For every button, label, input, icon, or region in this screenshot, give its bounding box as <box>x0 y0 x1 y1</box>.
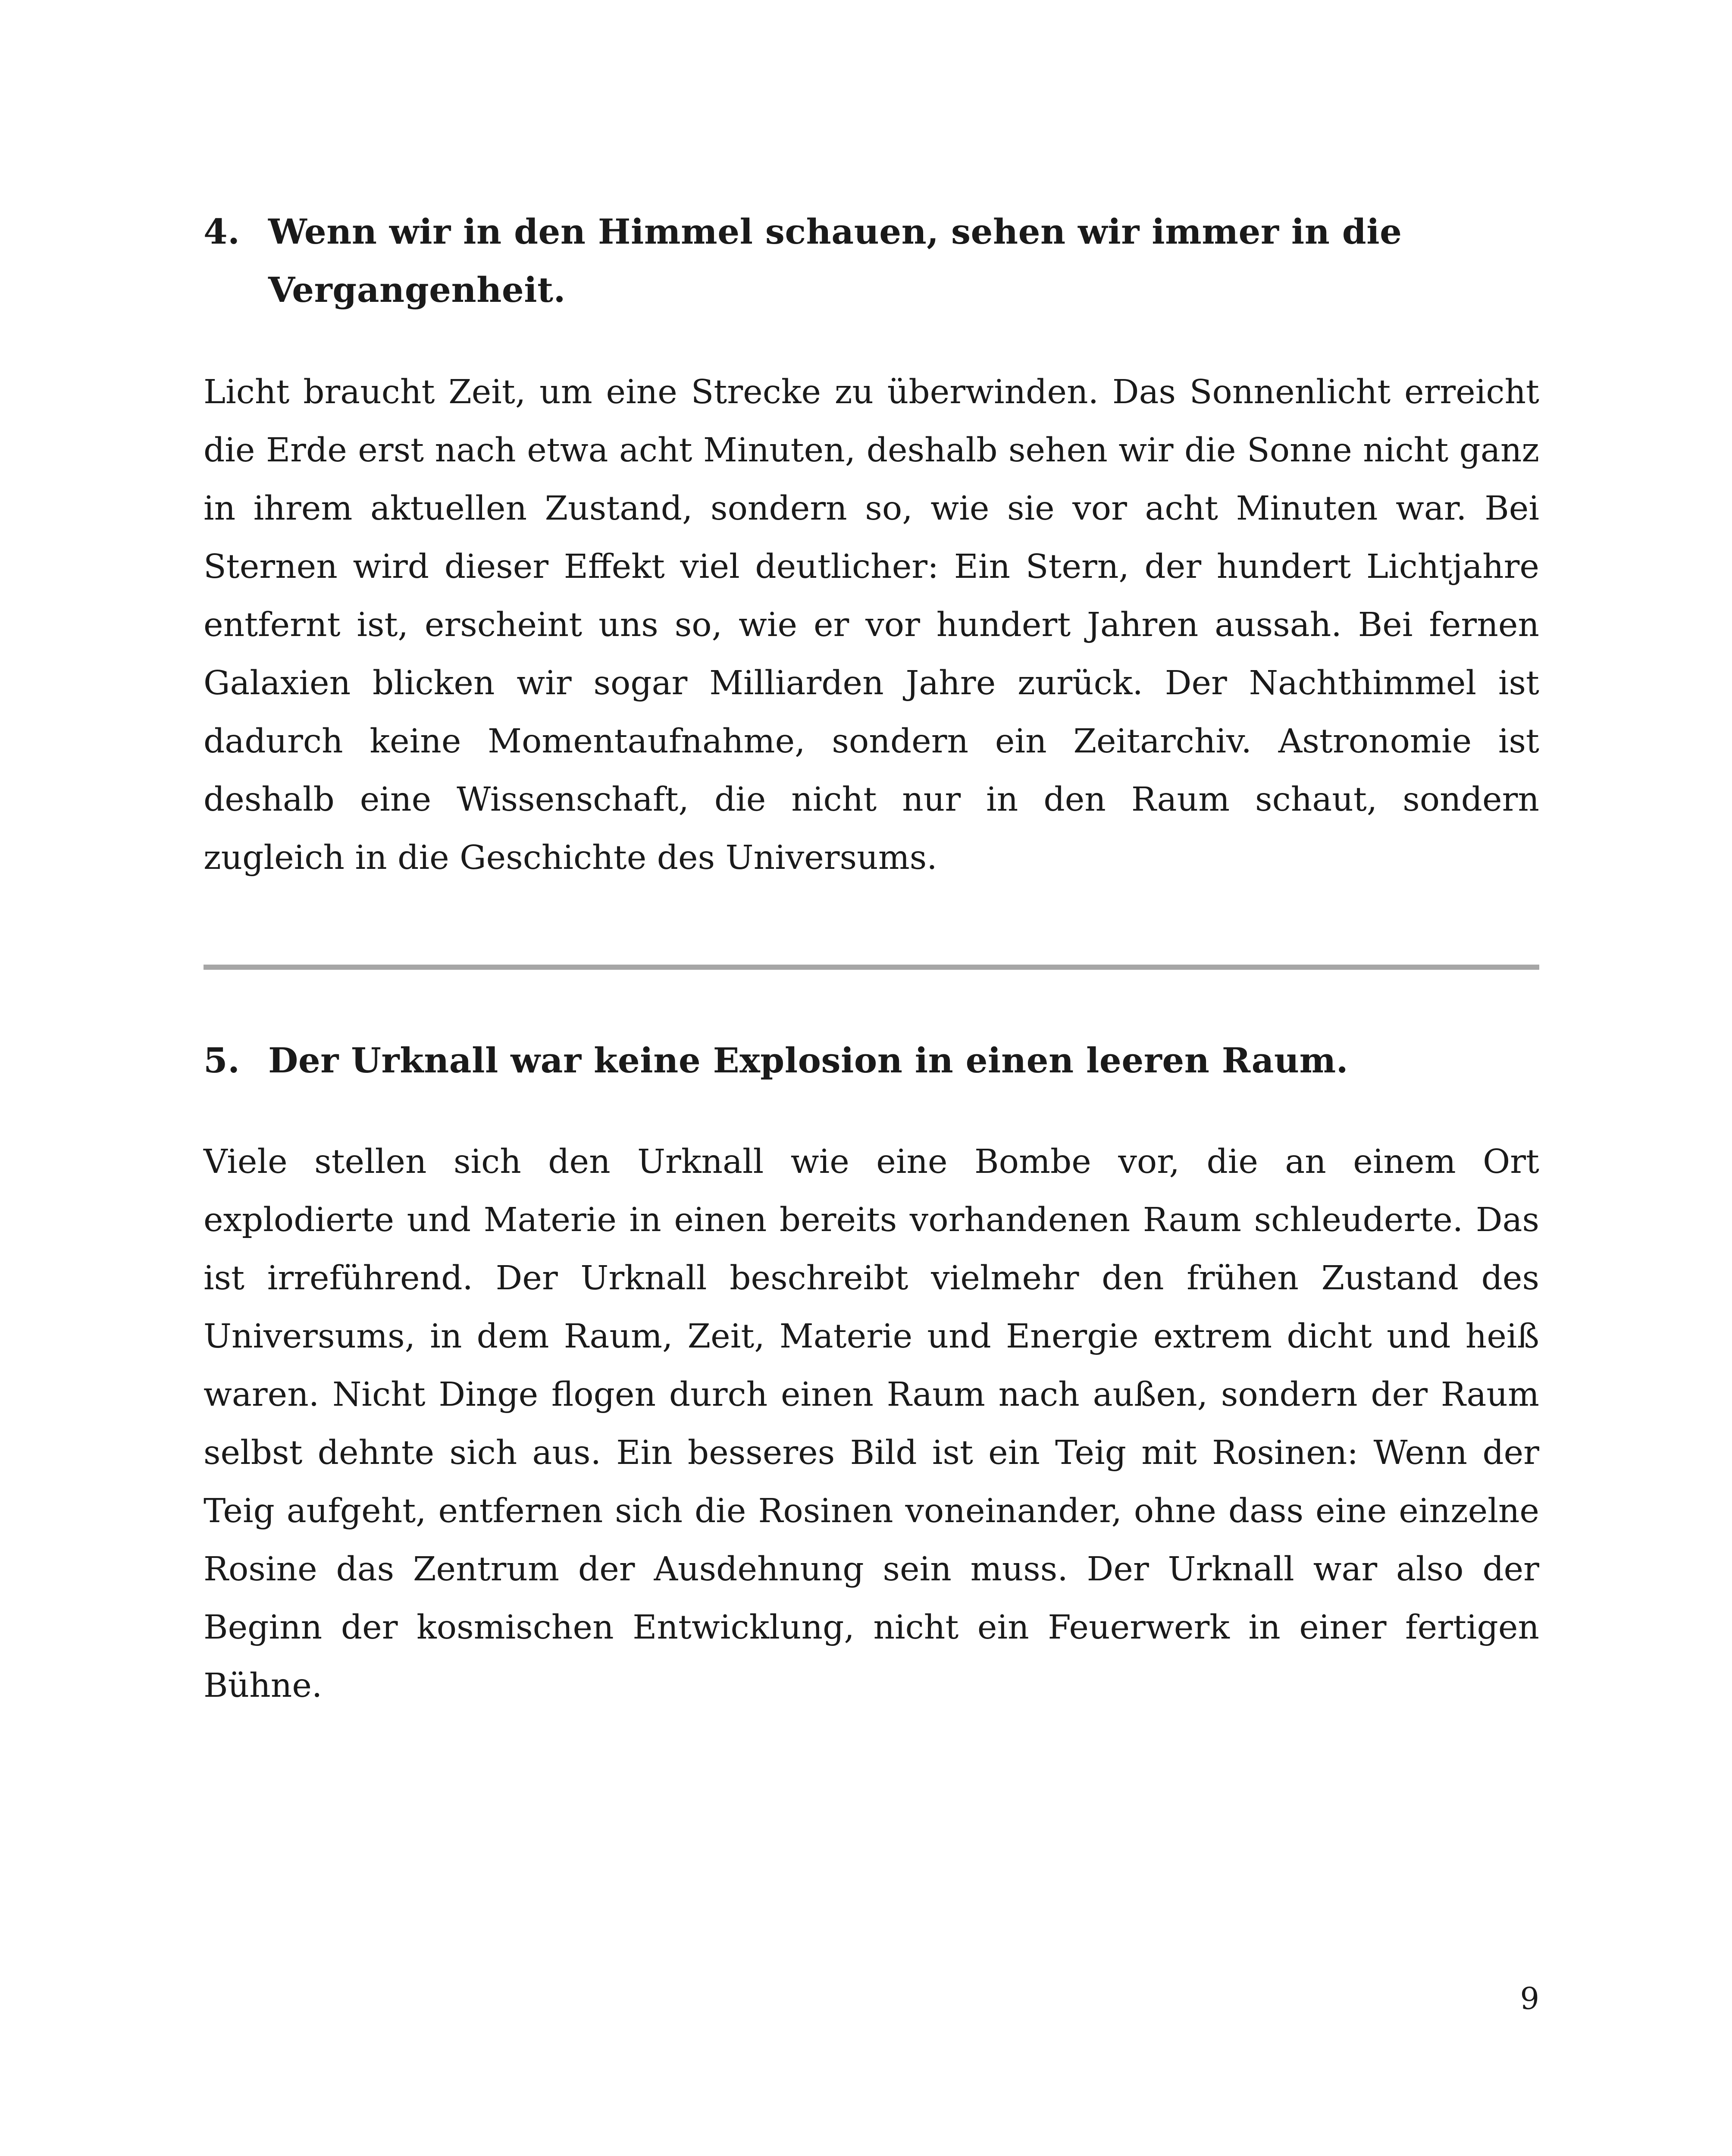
section-5-title: Der Urknall war keine Explosion in einen leeren Raum. <box>268 1040 1349 1081</box>
section-4-body: Licht braucht Zeit, um eine Strecke zu überwinden. Das Sonnenlicht erreicht die Erde erst nach etwa acht Minuten, deshalb sehen wir die Sonne nicht ganz in ihrem aktuellen Zustand, sondern so, wie sie vor acht Minuten war. Bei Sternen wird dieser Effekt viel deutlicher: Ein Stern, der hundert Lichtjahre entfernt ist, erscheint uns so, wie er vor hundert Jahren aussah. Bei fernen Galaxien blicken wir sogar Milliarden Jahre zurück. Der Nachthimmel ist dadurch keine Momentaufnahme, sondern ein Zeitarchiv. Astronomie ist deshalb eine Wissenschaft, die nicht nur in den Raum schaut, sondern zugleich in die Geschichte des Universums. <box>204 373 1539 877</box>
section-5-heading <box>204 1031 1539 1090</box>
section-4-heading <box>204 203 1539 319</box>
page-number: 9 <box>1520 1981 1539 2016</box>
section-4-title: Wenn wir in den Himmel schauen, sehen wir immer in die Vergangenheit. <box>268 211 1402 310</box>
section-divider <box>204 965 1539 970</box>
section-5-body: Viele stellen sich den Urknall wie eine Bombe vor, die an einem Ort explodierte und Materie in einen bereits vorhandenen Raum schleuderte. Das ist irreführend. Der Urknall beschreibt vielmehr den frühen Zustand des Universums, in dem Raum, Zeit, Materie und Energie extrem dicht und heiß waren. Nicht Dinge flogen durch einen Raum nach außen, sondern der Raum selbst dehnte sich aus. Ein besseres Bild ist ein Teig mit Rosinen: Wenn der Teig aufgeht, entfernen sich die Rosinen voneinander, ohne dass eine einzelne Rosine das Zentrum der Ausdehnung sein muss. Der Urknall war also der Beginn der kosmischen Entwicklung, nicht ein Feuerwerk in einer fertigen Bühne. <box>204 1143 1539 1705</box>
section-4-number: 4. <box>204 211 240 252</box>
section-5-number: 5. <box>204 1040 240 1081</box>
